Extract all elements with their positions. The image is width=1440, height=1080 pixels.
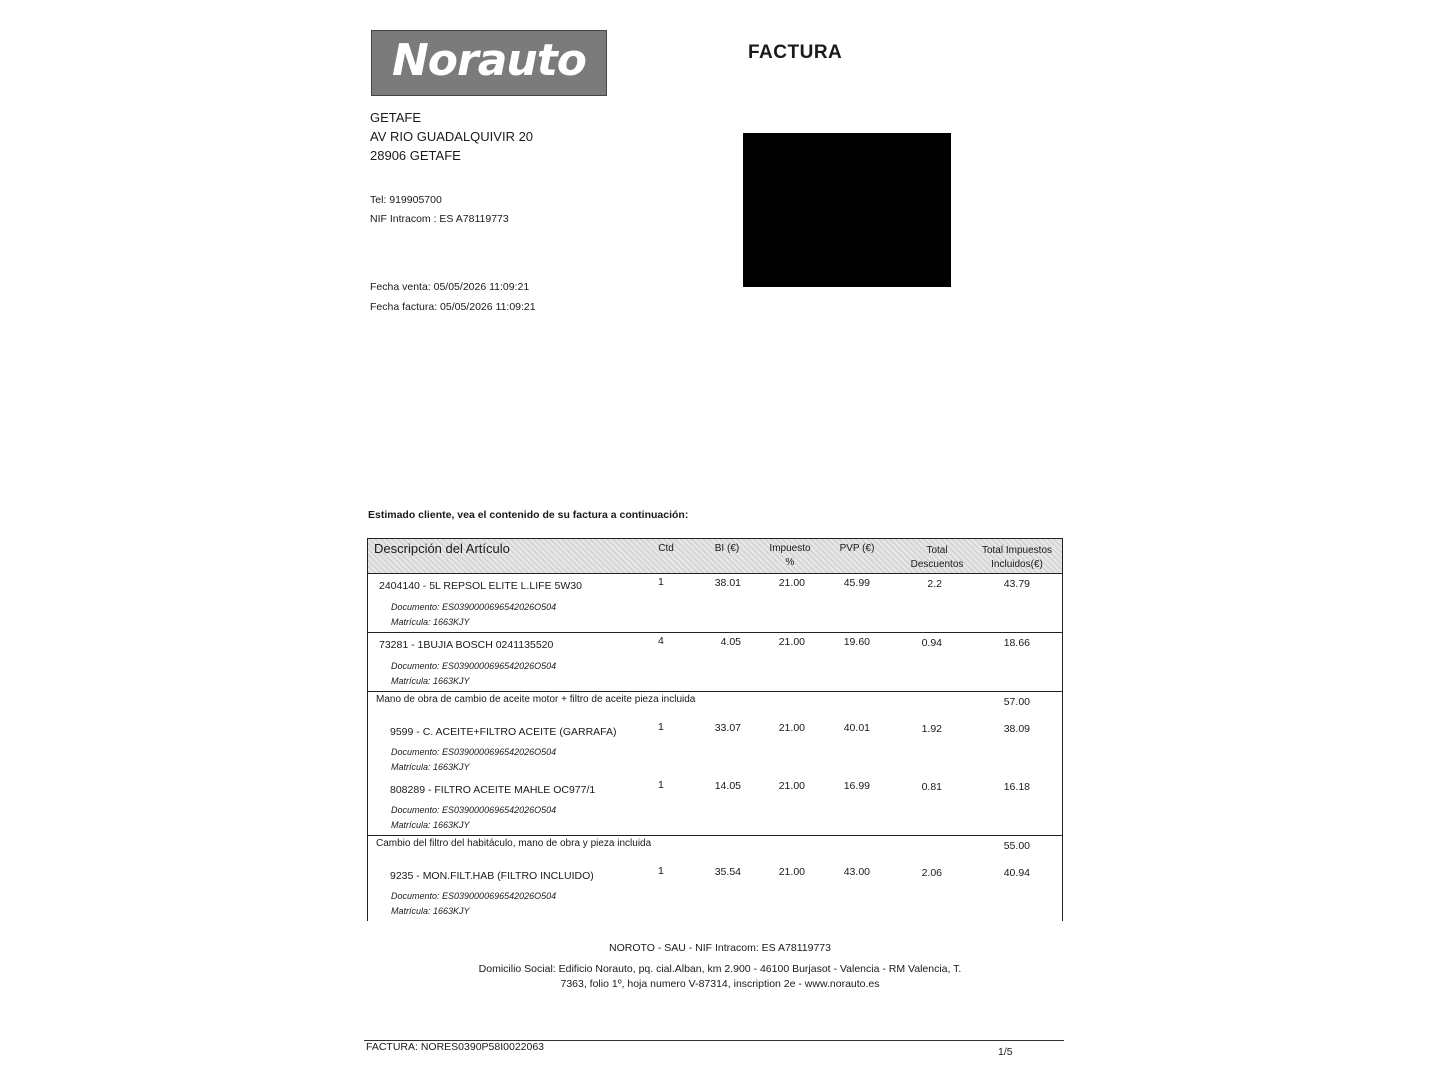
item-pvp: 19.60	[843, 636, 870, 648]
item-ctd: 1	[658, 721, 664, 733]
document-title: FACTURA	[748, 42, 843, 63]
item-impuesto: 21.00	[778, 722, 805, 734]
item-documento: Documento: ES0390000696542026O504	[391, 747, 557, 757]
item-descuento: 2.2	[927, 578, 942, 590]
item-pvp: 16.99	[843, 780, 870, 792]
item-description: 9235 - MON.FILT.HAB (FILTRO INCLUIDO)	[390, 870, 594, 882]
header-description: Descripción del Artículo	[374, 541, 510, 556]
item-bi: 14.05	[714, 780, 741, 792]
item-bi: 35.54	[714, 866, 741, 878]
item-total: 18.66	[1003, 637, 1030, 649]
item-matricula: Matrícula: 1663KJY	[391, 676, 470, 686]
item-documento: Documento: ES0390000696542026O504	[391, 891, 557, 901]
invoice-number: FACTURA: NORES0390P58I0022063	[366, 1041, 545, 1053]
section-total: 57.00	[1003, 696, 1030, 708]
item-descuento: 0.94	[921, 637, 942, 649]
item-total: 16.18	[1003, 781, 1030, 793]
item-description: 2404140 - 5L REPSOL ELITE L.LIFE 5W30	[379, 580, 582, 592]
footer-address: Domicilio Social: Edificio Norauto, pq. cial.Alban, km 2.900 - 46100 Burjasot - Valencia - RM Valencia, T.	[478, 963, 962, 975]
header-pvp: PVP (€)	[839, 543, 875, 554]
item-total: 43.79	[1003, 578, 1030, 590]
store-name: GETAFE	[370, 110, 422, 125]
row-divider	[368, 835, 1062, 836]
item-bi: 4.05	[720, 636, 741, 648]
item-documento: Documento: ES0390000696542026O504	[391, 661, 557, 671]
header-descuentos: Total Descuentos	[910, 545, 964, 570]
intro-text: Estimado cliente, vea el contenido de su factura a continuación:	[368, 509, 689, 521]
page-number: 1/5	[998, 1046, 1013, 1058]
item-total: 40.94	[1003, 867, 1030, 879]
logo-text: Norauto	[391, 35, 587, 86]
item-pvp: 40.01	[843, 722, 870, 734]
item-description: 9599 - C. ACEITE+FILTRO ACEITE (GARRAFA)	[390, 726, 617, 738]
section-label: Cambio del filtro del habitáculo, mano de obra y pieza incluida	[376, 838, 652, 849]
item-pvp: 43.00	[843, 866, 870, 878]
section-label: Mano de obra de cambio de aceite motor + filtro de aceite pieza incluida	[376, 694, 696, 705]
header-total: Total Impuestos Incluidos(€)	[981, 545, 1053, 570]
item-descuento: 2.06	[921, 867, 942, 879]
invoice-table	[367, 538, 1063, 921]
table-header	[368, 539, 1062, 574]
item-ctd: 4	[658, 635, 664, 647]
section-total: 55.00	[1003, 840, 1030, 852]
store-street: AV RIO GUADALQUIVIR 20	[370, 129, 534, 144]
item-total: 38.09	[1003, 723, 1030, 735]
item-impuesto: 21.00	[778, 636, 805, 648]
item-ctd: 1	[658, 779, 664, 791]
item-bi: 38.01	[714, 577, 741, 589]
row-divider	[368, 691, 1062, 692]
fecha-venta: Fecha venta: 05/05/2026 11:09:21	[370, 281, 530, 293]
item-ctd: 1	[658, 576, 664, 588]
footer-registry: 7363, folio 1º, hoja numero V-87314, inscription 2e - www.norauto.es	[560, 978, 880, 990]
fecha-factura: Fecha factura: 05/05/2026 11:09:21	[370, 301, 536, 313]
item-matricula: Matrícula: 1663KJY	[391, 906, 470, 916]
item-matricula: Matrícula: 1663KJY	[391, 617, 470, 627]
header-impuesto: Impuesto %	[769, 543, 811, 568]
store-tel: Tel: 919905700	[370, 194, 442, 206]
item-impuesto: 21.00	[778, 780, 805, 792]
item-matricula: Matrícula: 1663KJY	[391, 820, 470, 830]
store-city: 28906 GETAFE	[370, 148, 461, 163]
redacted-area	[743, 133, 951, 287]
item-descuento: 0.81	[921, 781, 942, 793]
item-descuento: 1.92	[921, 723, 942, 735]
footer-company: NOROTO - SAU - NIF Intracom: ES A78119773	[609, 942, 831, 954]
item-ctd: 1	[658, 865, 664, 877]
item-documento: Documento: ES0390000696542026O504	[391, 602, 557, 612]
row-divider	[368, 632, 1062, 633]
item-description: 73281 - 1BUJIA BOSCH 0241135520	[379, 639, 554, 651]
item-matricula: Matrícula: 1663KJY	[391, 762, 470, 772]
store-nif: NIF Intracom : ES A78119773	[370, 213, 509, 225]
item-documento: Documento: ES0390000696542026O504	[391, 805, 557, 815]
header-bi: BI (€)	[714, 543, 740, 554]
item-impuesto: 21.00	[778, 577, 805, 589]
item-description: 808289 - FILTRO ACEITE MAHLE OC977/1	[390, 784, 596, 796]
item-bi: 33.07	[714, 722, 741, 734]
item-impuesto: 21.00	[778, 866, 805, 878]
header-ctd: Ctd	[658, 543, 674, 554]
norauto-logo	[371, 30, 607, 96]
item-pvp: 45.99	[843, 577, 870, 589]
